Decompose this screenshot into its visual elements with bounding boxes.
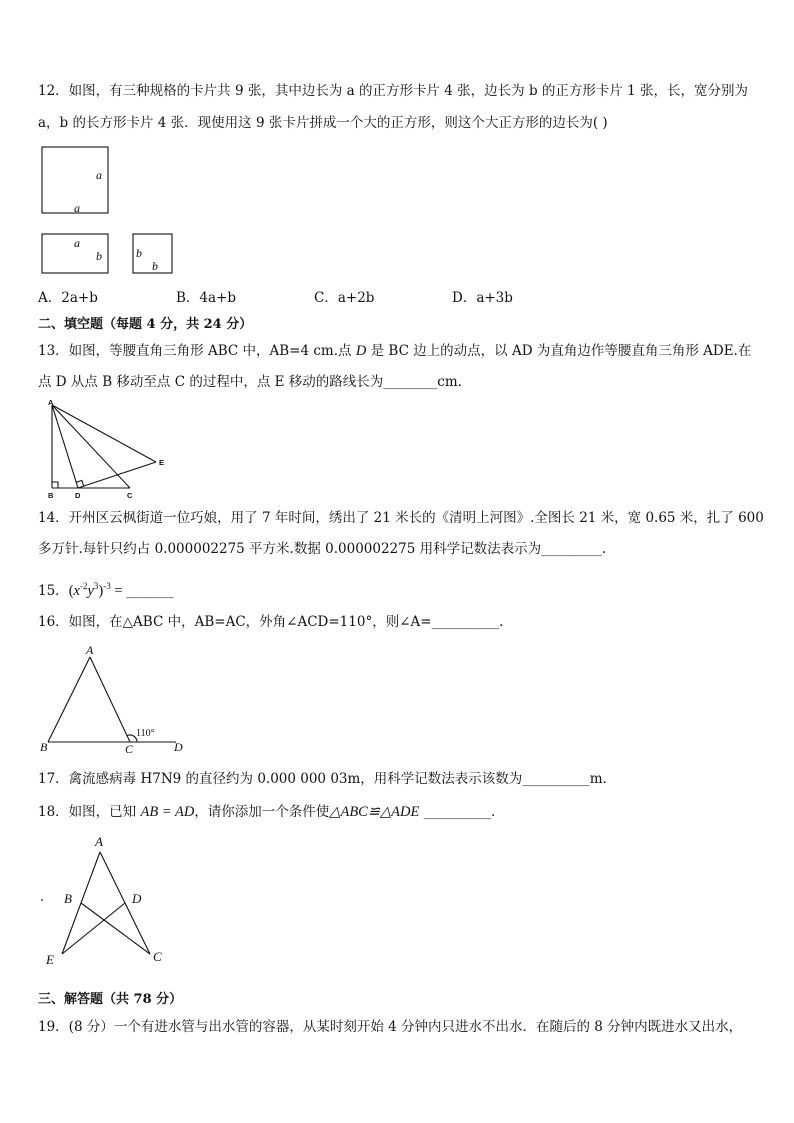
segment-ac — [90, 657, 130, 742]
label-square-b-bottom: b — [152, 259, 158, 273]
label-point-b: B — [64, 891, 72, 906]
q15-equals: = — [110, 583, 127, 599]
q13-point-d: D — [355, 343, 367, 359]
label-point-c: C — [125, 742, 134, 756]
q15-right-paren: ) — [98, 583, 104, 599]
segment-ab — [48, 657, 90, 742]
right-angle-mark-b — [52, 482, 58, 488]
label-square-b-side: b — [136, 246, 142, 260]
label-point-b: B — [48, 491, 54, 500]
q12-option-c: C．a+2b — [314, 290, 375, 306]
q13-line-2: 点 D 从点 B 移动至点 C 的过程中，点 E 移动的路线长为________cm. — [38, 374, 462, 390]
q15-variable-y: y — [87, 583, 94, 599]
section-heading-solutions: 三、解答题（共 78 分） — [38, 992, 183, 1007]
label-rectangle-long: a — [74, 236, 80, 250]
q18-text-before: 18．如图，已知 — [38, 804, 141, 820]
label-square-a-side: a — [96, 168, 102, 182]
q18-text-middle: ，请你添加一个条件使 — [194, 804, 330, 820]
section-heading-fill-blank: 二、填空题（每题 4 分，共 24 分） — [38, 317, 253, 332]
q15-line — [38, 578, 173, 599]
q13-text-after: 是 BC 边上的动点，以 AD 为直角边作等腰直角三角形 ADE.在 — [366, 343, 752, 359]
q15-x-exponent: -2 — [79, 581, 88, 591]
q12-line-2: a，b 的长方形卡片 4 张．现使用这 9 张卡片拼成一个大的正方形，则这个大正方形的边长为( ) — [38, 115, 608, 131]
label-point-e: E — [159, 458, 165, 467]
label-angle-110: 110° — [136, 728, 155, 739]
q12-option-d: D．a+3b — [452, 290, 513, 306]
label-point-c: C — [153, 949, 162, 964]
label-point-a: A — [95, 834, 103, 849]
q18-answer-blank: __________． — [419, 804, 505, 820]
label-point-a: A — [86, 643, 94, 657]
q19-line-1: 19．(8 分）一个有进水管与出水管的容器，从某时刻开始 4 分钟内只进水不出水．在随后的 8 分钟内既进水又出水， — [38, 1019, 743, 1035]
label-point-e: E — [46, 952, 54, 967]
q15-variable-x: x — [73, 583, 80, 599]
q15-left-paren: ( — [68, 583, 74, 599]
q12-option-a: A．2a+b — [38, 290, 98, 306]
stray-dot — [41, 899, 43, 901]
q16-figure — [36, 643, 186, 757]
q12-option-b: B．4a+b — [176, 290, 237, 306]
q18-figure — [38, 832, 173, 970]
label-point-d: D — [75, 491, 81, 500]
label-rectangle-short: b — [96, 249, 102, 263]
label-point-b: B — [40, 740, 48, 754]
q13-figure — [40, 398, 175, 506]
q12-figure — [36, 140, 176, 280]
label-point-d: D — [132, 891, 142, 906]
q15-outer-exponent: -3 — [103, 581, 111, 591]
q14-line-1: 14．开州区云枫街道一位巧娘，用了 7 年时间，绣出了 21 米长的《清明上河图》.全图长 21 米，宽 0.65 米，扎了 600 — [38, 510, 764, 526]
q15-y-exponent: 3 — [93, 581, 99, 591]
q15-number: 15． — [38, 583, 69, 599]
q12-line-1: 12．如图，有三种规格的卡片共 9 张，其中边长为 a 的正方形卡片 4 张，边长为 b 的正方形卡片 1 张，长，宽分别为 — [38, 83, 749, 99]
q13-line-1 — [38, 343, 751, 359]
label-square-a-bottom: a — [74, 201, 80, 215]
label-point-c: C — [127, 491, 133, 500]
label-point-d: D — [174, 740, 183, 754]
segment-ac — [52, 405, 130, 488]
segment-de — [78, 462, 156, 488]
q18-line — [38, 804, 505, 820]
q18-given-condition: AB = AD — [140, 804, 195, 820]
q14-line-2: 多万针.每针只约占 0.000002275 平方米.数据 0.000002275 用科学记数法表示为_________. — [38, 541, 607, 557]
q13-text-before: 13．如图，等腰直角三角形 ABC 中，AB=4 cm.点 — [38, 343, 356, 359]
q18-congruence: △ABC≌△ADE — [329, 804, 420, 820]
q17-line: 17．禽流感病毒 H7N9 的直径约为 0.000 000 03m，用科学记数法表示该数为__________m． — [38, 771, 617, 787]
q15-answer-blank: _______ — [126, 583, 174, 599]
label-point-a: A — [48, 398, 54, 407]
q16-line: 16．如图，在△ABC 中，AB=AC，外角∠ACD=110°，则∠A=__________. — [38, 614, 504, 630]
